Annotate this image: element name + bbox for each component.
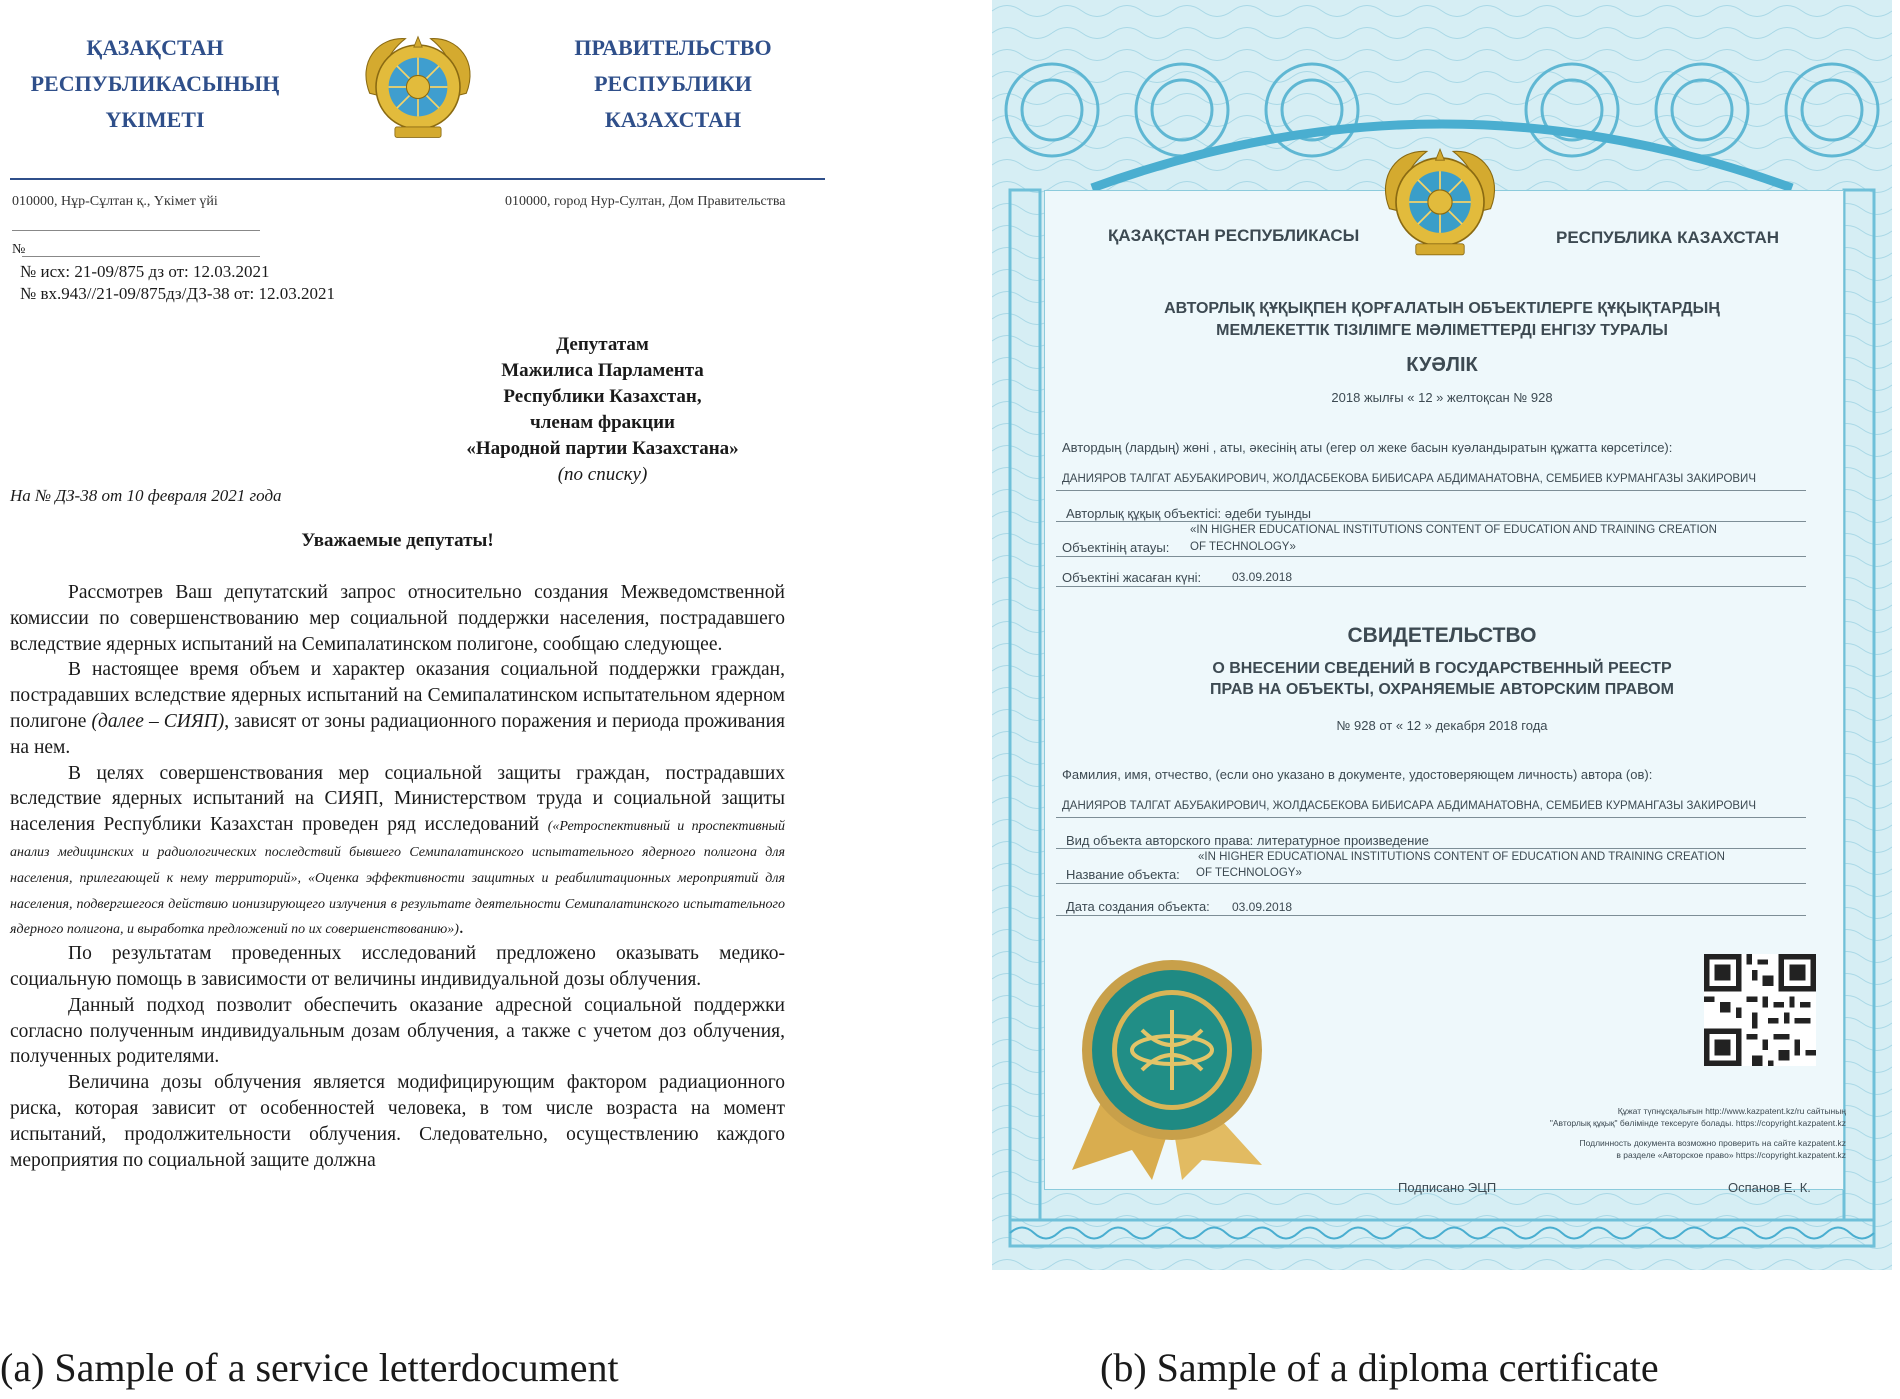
created-label-ru: Дата создания объекта: [1066, 899, 1210, 914]
object-title-line2-kz: OF TECHNOLOGY» [1190, 541, 1296, 553]
service-letter [0, 0, 830, 1260]
authors-ru: ДАНИЯРОВ ТАЛГАТ АБУБАКИРОВИЧ, ЖОЛДАСБЕКОВА БИБИСАРА АБДИМАНАТОВНА, СЕМБИЕВ КУРМАНГАЗЫ ЗАКИРОВИЧ [1062, 800, 1756, 812]
paragraph: Данный подход позволит обеспечить оказание адресной социальной поддержки согласно полученным индивидуальным дозам облучения, а также с учетом доз облучения, полученных родителями. [10, 994, 785, 1068]
object-title-line1-ru: «IN HIGHER EDUCATIONAL INSTITUTIONS CONTENT OF EDUCATION AND TRAINING CREATION [1198, 851, 1725, 863]
paragraph: Рассмотрев Ваш депутатский запрос относительно создания Межведомственной комиссии по совершенствованию мер социальной поддержки населения, пострадавшего вследствие ядерных испытаний на Семипалатинском полигоне, сообщаю следующее. [10, 582, 785, 655]
title-ru-line1: О ВНЕСЕНИИ СВЕДЕНИЙ В ГОСУДАРСТВЕННЫЙ РЕЕСТР [1212, 660, 1672, 677]
created-label-kz: Объектіні жасаған күні: [1062, 570, 1202, 585]
country-ru: РЕСПУБЛИКА КАЗАХСТАН [1556, 228, 1780, 247]
number-sign: № [12, 242, 26, 257]
verification-note-kz-1: Құжат түпнұсқалығын http://www.kazpatent.kz/ru сайтының [1617, 1106, 1846, 1116]
field-underline [1056, 556, 1806, 557]
letter-header-ru: ПРАВИТЕЛЬСТВО РЕСПУБЛИКИ КАЗАХСТАН [574, 35, 772, 132]
copyright-seal-icon [1062, 950, 1282, 1180]
field-underline [1056, 883, 1806, 884]
paragraph: В целях совершенствования мер социальной защиты граждан, пострадавших вследствие ядерных испытаний на СИЯП, Министерством труда и социальной защиты населения Республики Казахстан проведен ряд исследований («Ретроспективный и проспективный анализ медицинских и радиологических последствий бывшего Семипалатинского испытательного ядерного полигона для населения, прилегающей к нему территорий», «Оценка эффективности защитных и реабилитационных мероприятий для населения, подвергшегося действию ионизирующего излучения в результате деятельности Семипалатинского испытательного ядерного полигона, и выработка предложений по их совершенствованию»). [10, 762, 785, 939]
issue-date-kz: 2018 жылғы « 12 » желтоқсан № 928 [1331, 390, 1553, 405]
created-date-ru: 03.09.2018 [1232, 900, 1293, 914]
qr-code-icon [1704, 954, 1816, 1066]
field-underline [1056, 586, 1806, 587]
object-label-kz: Объектінің атауы: [1062, 540, 1170, 555]
addressee-note: (по списку) [557, 464, 648, 485]
verification-note-ru-1: Подлинность документа возможно проверить на сайте kazpatent.kz [1579, 1138, 1846, 1148]
addressee-block: Депутатам Мажилиса Парламента Республики Казахстан, членам фракции «Народной партии Казахстана» (по списку) [430, 332, 775, 488]
address-kz: 010000, Нұр-Сұлтан қ., Үкімет үйі [12, 194, 218, 209]
verification-note-kz-2: "Авторлық құқық" бөлімінде тексеруге болады. https://copyright.kazpatent.kz [1549, 1118, 1846, 1128]
paragraph: В настоящее время объем и характер оказания социальной поддержки граждан, пострадавших вследствие ядерных испытаний на Семипалатинском испытательном ядерном полигоне (далее – СИЯП), зависят от зоны радиационного поражения и периода проживания на нем. [10, 659, 786, 758]
letter-body [10, 580, 785, 1173]
number-line [22, 256, 260, 257]
caption-b: (b) Sample of a diploma certificate [1100, 1345, 1659, 1390]
authors-label-kz: Автордың (лардың) жөні , аты, әкесінің аты (егер ол жеке басын куәландыратын құжатта көрсетілсе): [1062, 440, 1673, 455]
reply-reference: На № ДЗ-38 от 10 февраля 2021 года [10, 486, 282, 505]
title-kz-line1: АВТОРЛЫҚ ҚҰҚЫҚПЕН ҚОРҒАЛАТЫН ОБЪЕКТІЛЕРГЕ ҚҰҚЫҚТАРДЫҢ [1164, 300, 1720, 317]
signed-label: Подписано ЭЦП [1398, 1180, 1497, 1195]
object-title-line2-ru: OF TECHNOLOGY» [1196, 867, 1302, 879]
document-title-kz: КУӘЛІК [1406, 354, 1478, 376]
country-kz: ҚАЗАҚСТАН РЕСПУБЛИКАСЫ [1108, 226, 1360, 245]
verification-note-ru-2: в разделе «Авторское право» https://copyright.kazpatent.kz [1616, 1150, 1846, 1160]
field-underline [1056, 521, 1806, 522]
signer-name: Оспанов Е. К. [1728, 1180, 1811, 1195]
salutation: Уважаемые депутаты! [301, 530, 494, 551]
letter-header-kz: ҚАЗАҚСТАН РЕСПУБЛИКАСЫНЫҢ ҮКІМЕТІ [30, 35, 280, 132]
paragraph: Величина дозы облучения является модифицирующим фактором радиационного риска, которая зависит от особенностей человека, в том числе возраста на момент испытаний, продолжительности облучения. Следовательно, осуществлению каждого мероприятия по социальной защите должна [10, 1072, 785, 1171]
object-type-kz: Авторлық құқық объектісі: әдеби туынды [1066, 506, 1312, 521]
field-underline [1056, 817, 1806, 818]
issue-date-ru: № 928 от « 12 » декабря 2018 года [1336, 718, 1548, 733]
caption-a: (a) Sample of a service letterdocument [0, 1345, 619, 1390]
title-kz-line2: МЕМЛЕКЕТТІК ТІЗІЛІМГЕ МӘЛІМЕТТЕРДІ ЕНГІЗУ ТУРАЛЫ [1216, 322, 1668, 339]
field-underline [1056, 915, 1806, 916]
header-divider [10, 178, 825, 180]
incoming-reference: № вх.943//21-09/875дз/ДЗ-38 от: 12.03.2021 [20, 284, 335, 303]
paragraph: По результатам проведенных исследований предложено оказывать медико-социальную помощь в зависимости от величины индивидуальной дозы облучения. [10, 943, 785, 990]
title-ru-line2: ПРАВ НА ОБЪЕКТЫ, ОХРАНЯЕМЫЕ АВТОРСКИМ ПРАВОМ [1210, 681, 1674, 698]
diploma-certificate [992, 0, 1892, 1270]
kazakhstan-emblem-icon [355, 24, 481, 150]
number-line [12, 230, 260, 231]
authors-label-ru: Фамилия, имя, отчество, (если оно указано в документе, удостоверяющем личность) автора (ов): [1062, 767, 1653, 782]
address-ru: 010000, город Нур-Султан, Дом Правительства [505, 194, 786, 209]
kazakhstan-emblem-icon [1374, 136, 1506, 268]
object-label-ru: Название объекта: [1066, 867, 1180, 882]
object-title-line1-kz: «IN HIGHER EDUCATIONAL INSTITUTIONS CONTENT OF EDUCATION AND TRAINING CREATION [1190, 524, 1717, 536]
field-underline [1056, 490, 1806, 491]
citation: («Ретроспективный и проспективный анализ медицинских и радиологических последствий бывшего Семипалатинского испытательного ядерного полигона для населения, прилегающей к нему территорий», «Оценка эффективности защитных и реабилитационных мероприятий для населения, подвергшегося действию ионизирующего излучения в результате деятельности Семипалатинского испытательного ядерного полигона, и выработка предложений по их совершенствованию») [10, 819, 785, 938]
field-underline [1056, 848, 1806, 849]
object-type-ru: Вид объекта авторского права: литературное произведение [1066, 833, 1429, 848]
document-title-ru: СВИДЕТЕЛЬСТВО [1347, 624, 1537, 647]
created-date-kz: 03.09.2018 [1232, 570, 1293, 584]
authors-kz: ДАНИЯРОВ ТАЛГАТ АБУБАКИРОВИЧ, ЖОЛДАСБЕКОВА БИБИСАРА АБДИМАНАТОВНА, СЕМБИЕВ КУРМАНГАЗЫ ЗАКИРОВИЧ [1062, 473, 1756, 485]
outgoing-reference: № исх: 21-09/875 дз от: 12.03.2021 [20, 262, 270, 281]
